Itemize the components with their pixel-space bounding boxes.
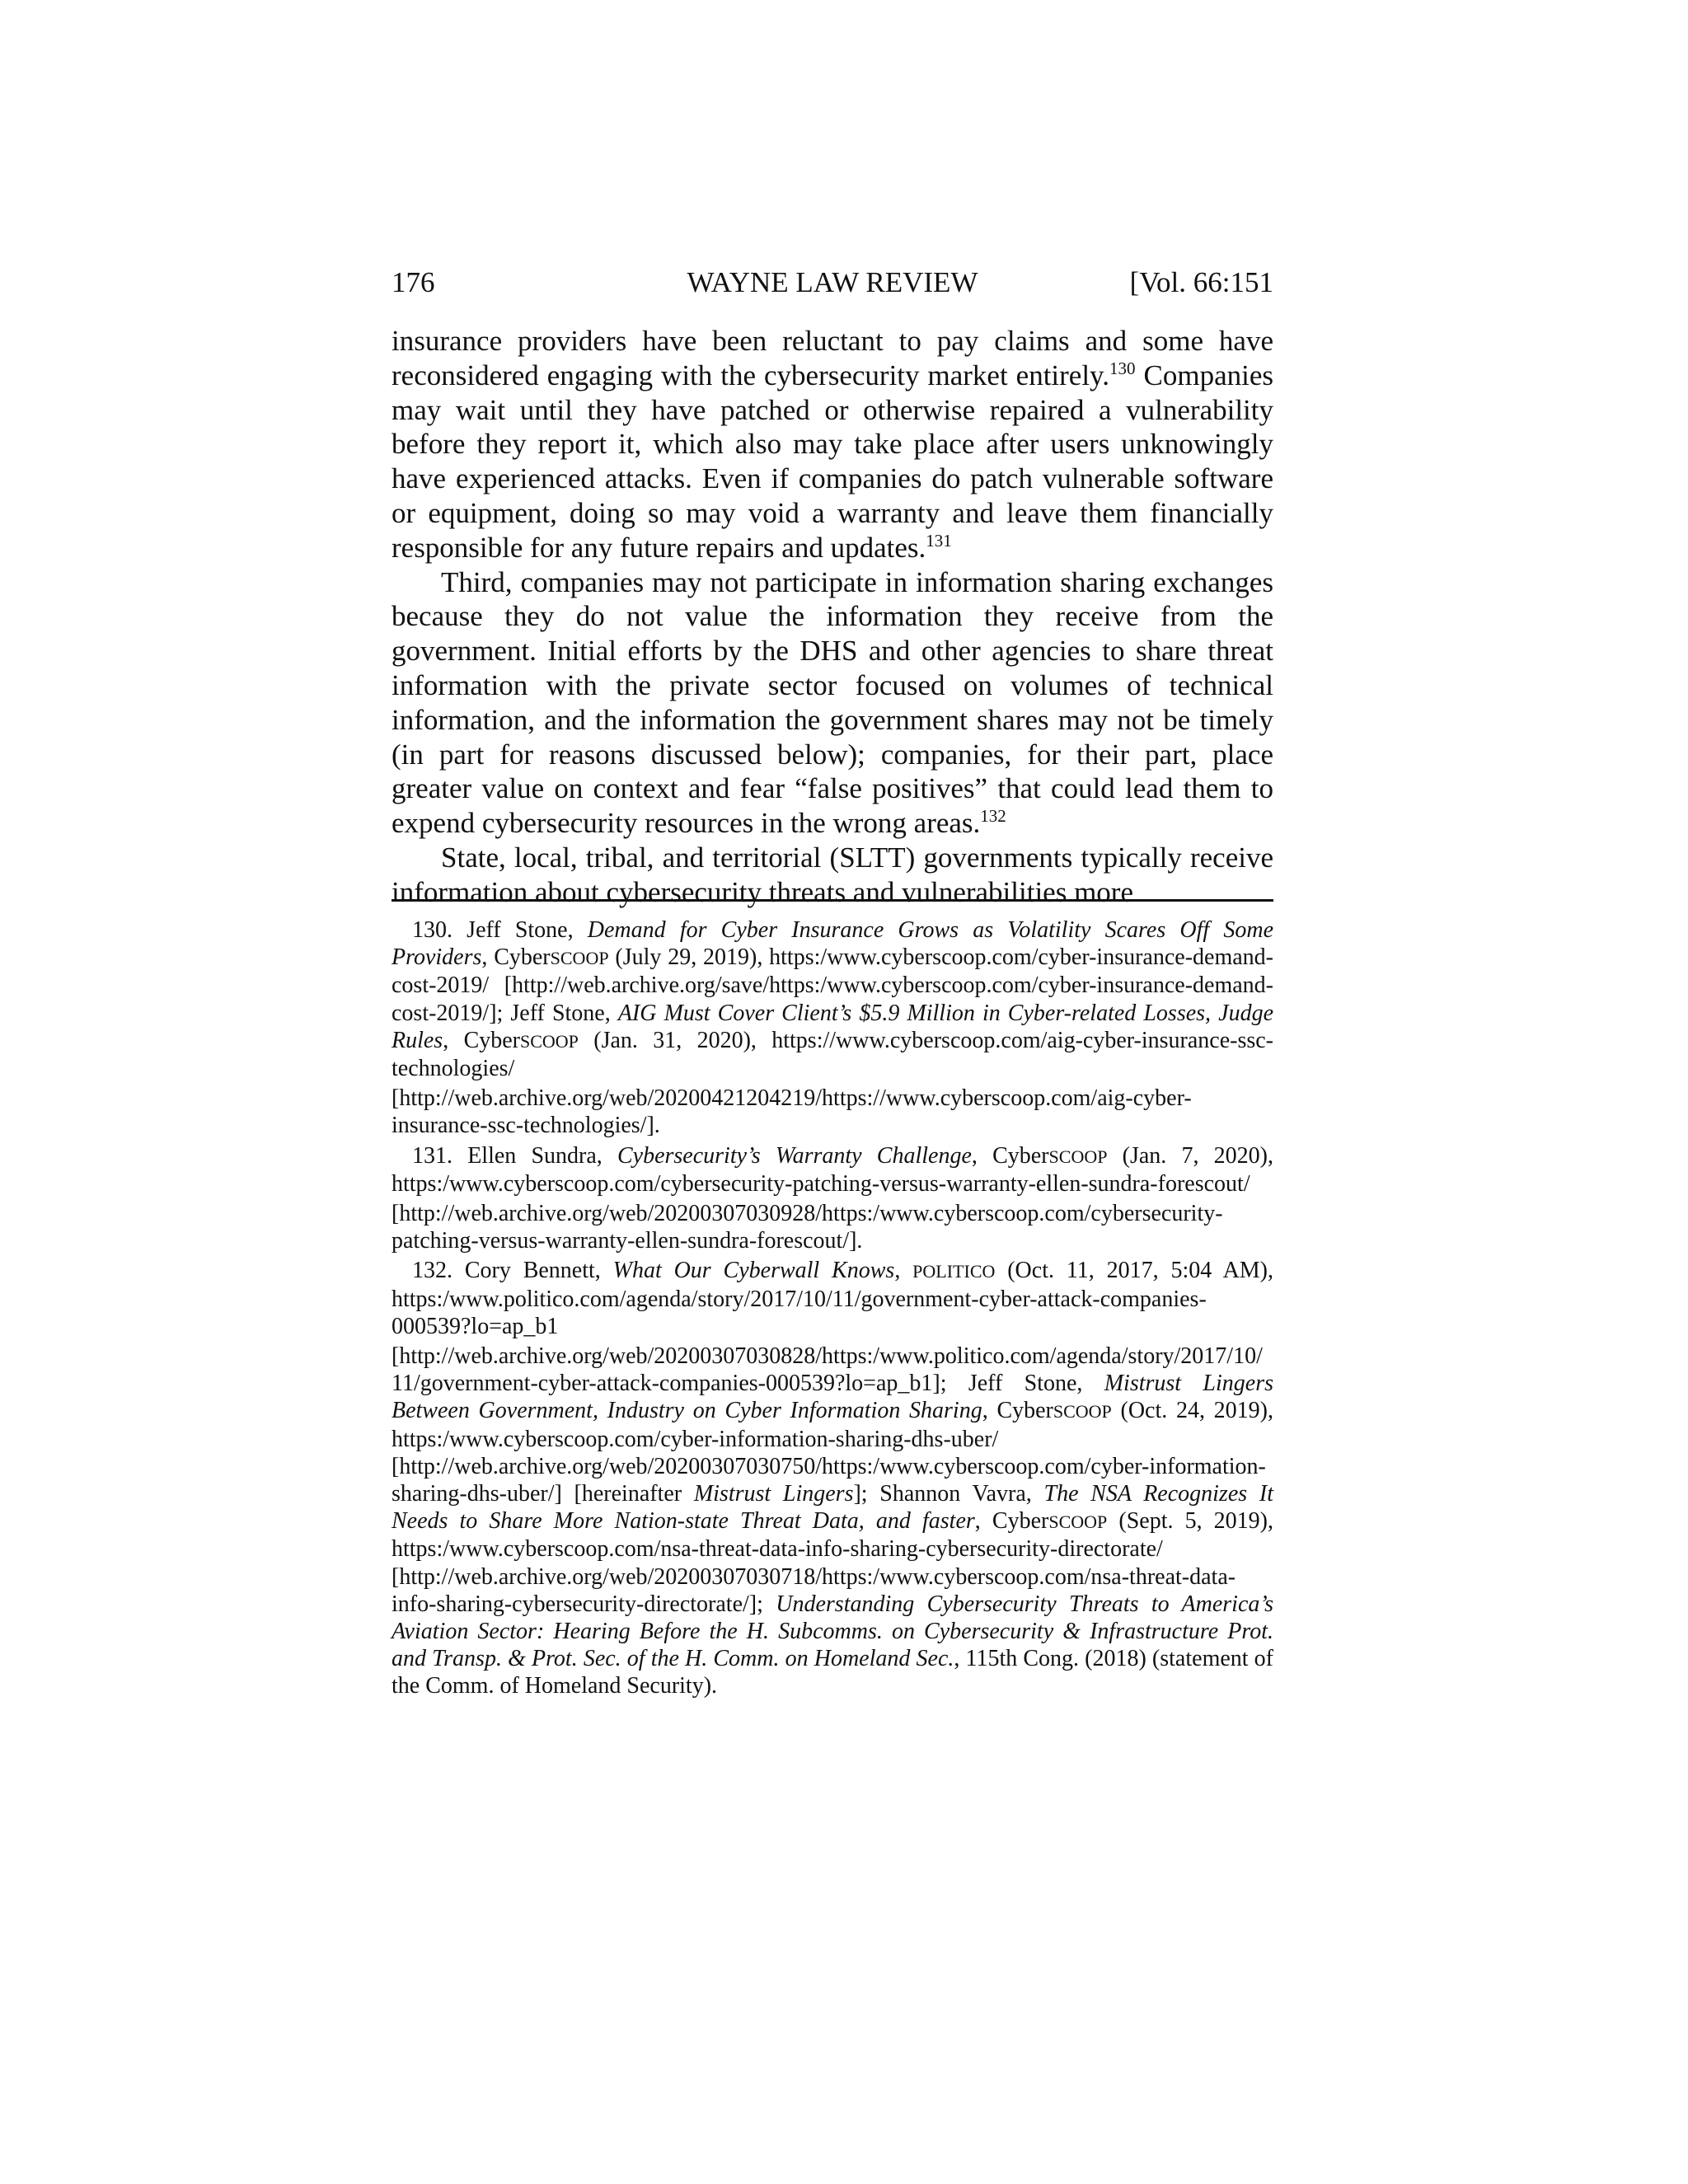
footnote-divider <box>392 899 1273 902</box>
paragraph-2: Third, companies may not participate in information sharing exchanges because they do not value the information they receive from the government. Initial efforts by the DHS and other agencies to share threat information with the private sector focused on volumes of technical information, and the information the government shares may not be timely (in part for reasons discussed below); companies, for their part, place greater value on context and fear “false positives” that could lead them to expend cybersecurity resources in the wrong areas.$^{132}$ <box>392 565 1273 840</box>
footnote-132-cont-2: [http://web.archive.org/web/20200307030718/https:/www.cyberscoop.com/nsa-threat-data-info-sharing-cybersecurity-directorate/]; Understanding Cybersecurity Threats to America’s Aviation Sector: Hearing Before the H. Subcomms. on Cybersecurity & Infrastructure Prot. and Transp. & Prot. Sec. of the H. Comm. on Homeland Sec., 115th Cong. (2018) (statement of the Comm. of Homeland Security). <box>392 1563 1273 1699</box>
paragraph-1: insurance providers have been reluctant to pay claims and some have reconsidered engaging with the cybersecurity market entirely.$^{130}$ Companies may wait until they have patched or otherwise repaired a vulnerability before they report it, which also may take place after users unknowingly have experienced attacks. Even if companies do patch vulnerable software or equipment, doing so may void a warranty and leave them financially responsible for any future repairs and updates.$^{131}$ <box>392 325 1273 564</box>
footnote-132: 132. Cory Bennett, What Our Cyberwall Knows, POLITICO (Oct. 11, 2017, 5:04 AM), https:/www.politico.com/agenda/story/2017/10/11/government-cyber-attack-companies-000539?lo=ap_b1 <box>392 1258 1274 1339</box>
running-header <box>392 262 1273 303</box>
body-text <box>392 324 1273 910</box>
page-number: 176 <box>392 266 435 298</box>
footnote-ref-131[interactable]: 131 <box>926 530 952 551</box>
footnote-ref-132[interactable]: 132 <box>980 806 1006 827</box>
footnote-130-archive: [http://web.archive.org/web/20200421204219/https://www.cyberscoop.com/aig-cyber-insurance-ssc-technologies/]. <box>392 1085 1192 1139</box>
journal-title: WAYNE LAW REVIEW <box>687 266 978 298</box>
footnote-131-archive: [http://web.archive.org/web/20200307030928/https:/www.cyberscoop.com/cybersecurity-patching-versus-warranty-ellen-sundra-forescout/]. <box>392 1201 1223 1254</box>
footnotes <box>392 916 1273 1700</box>
footnote-130: 130. Jeff Stone, Demand for Cyber Insurance Grows as Volatility Scares Off Some Providers, CyberSCOOP (July 29, 2019), https:/www.cyberscoop.com/cyber-insurance-demand-cost-2019/ [http://web.archive.org/save/https:/www.cyberscoop.com/cyber-insurance-demand-cost-2019/]; Jeff Stone, AIG Must Cover Client’s $5.9 Million in Cyber-related Losses, Judge Rules, CyberSCOOP (Jan. 31, 2020), https://www.cyberscoop.com/aig-cyber-insurance-ssc-technologies/ <box>392 917 1273 1082</box>
footnote-132-cont-1: [http://web.archive.org/web/20200307030828/https:/www.politico.com/agenda/story/2017/10/11/government-cyber-attack-companies-000539?lo=ap_b1]; Jeff Stone, Mistrust Lingers Between Government, Industry on Cyber Information Sharing, CyberSCOOP (Oct. 24, 2019), https:/www.cyberscoop.com/cyber-information-sharing-dhs-uber/ [http://web.archive.org/web/20200307030750/https:/www.cyberscoop.com/cyber-information-sharing-dhs-uber/] [hereinafter Mistrust Lingers]; Shannon Vavra, The NSA Recognizes It Needs to Share More Nation-state Threat Data, and faster, CyberSCOOP (Sept. 5, 2019), https:/www.cyberscoop.com/nsa-threat-data-info-sharing-cybersecurity-directorate/ <box>392 1343 1274 1563</box>
footnote-ref-130[interactable]: 130 <box>1109 358 1136 378</box>
paragraph-3: State, local, tribal, and territorial (SLTT) governments typically receive information about cybersecurity threats and vulnerabilities more <box>392 841 1273 908</box>
volume-citation: [Vol. 66:151 <box>1129 266 1273 298</box>
footnote-131: 131. Ellen Sundra, Cybersecurity’s Warranty Challenge, CyberSCOOP (Jan. 7, 2020), https:/www.cyberscoop.com/cybersecurity-patching-versus-warranty-ellen-sundra-forescout/ <box>392 1142 1273 1197</box>
